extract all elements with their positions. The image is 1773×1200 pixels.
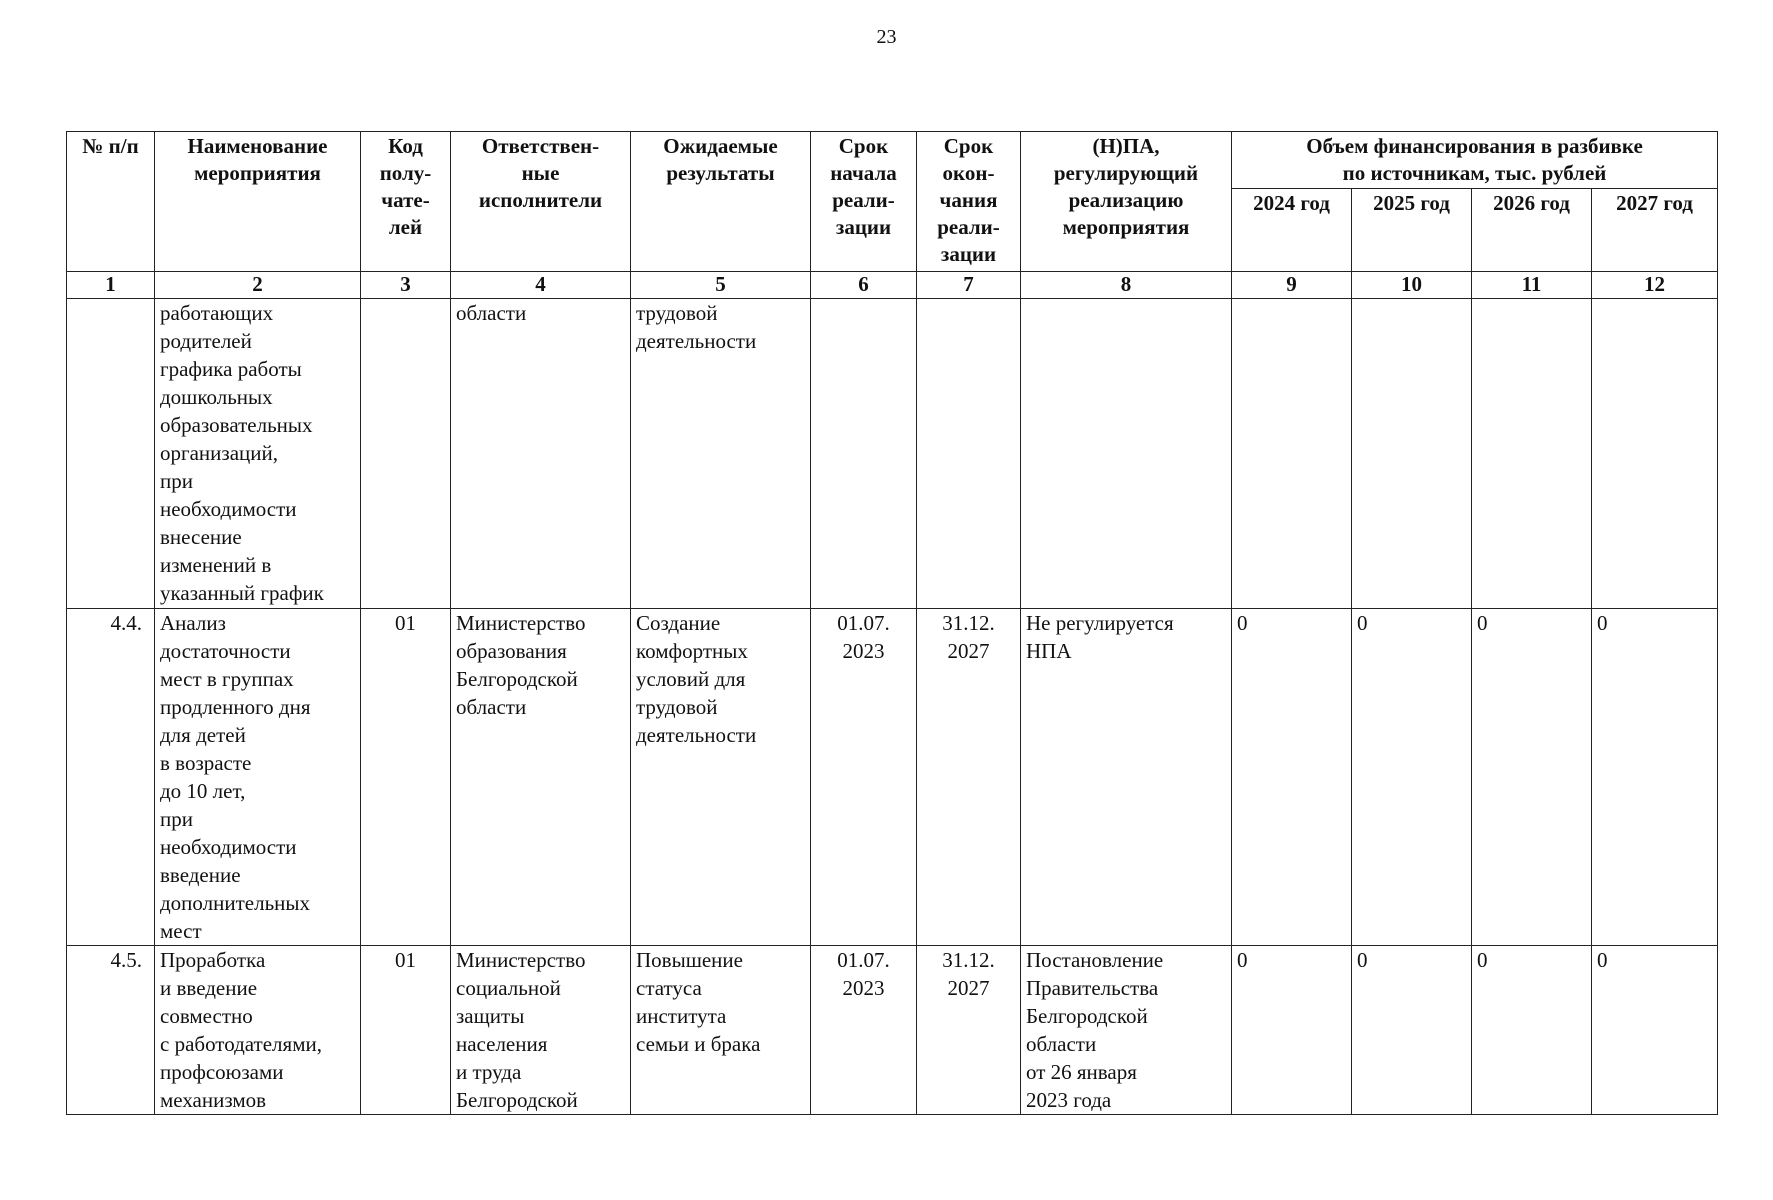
row-executors: области — [451, 299, 631, 609]
header-year-2027: 2027 год — [1592, 189, 1718, 272]
row-2027: 0 — [1592, 609, 1718, 946]
row-2024: 0 — [1232, 946, 1352, 1115]
column-number: 3 — [361, 272, 451, 299]
row-2025 — [1352, 299, 1472, 609]
header-year-2025: 2025 год — [1352, 189, 1472, 272]
row-2026: 0 — [1472, 946, 1592, 1115]
table-row — [67, 609, 1718, 946]
column-number: 8 — [1021, 272, 1232, 299]
row-name: работающих родителей графика работы дошкольных образовательных организаций, при необходимости внесение изменений в указанный график — [155, 299, 361, 609]
row-2025: 0 — [1352, 609, 1472, 946]
row-code — [361, 299, 451, 609]
row-2026: 0 — [1472, 609, 1592, 946]
row-code: 01 — [361, 609, 451, 946]
row-2024 — [1232, 299, 1352, 609]
page-number: 23 — [876, 26, 897, 48]
row-npa: Не регулируется НПА — [1021, 609, 1232, 946]
header-num: № п/п — [67, 132, 155, 272]
column-number: 10 — [1352, 272, 1472, 299]
column-number: 4 — [451, 272, 631, 299]
row-results: Создание комфортных условий для трудовой деятельности — [631, 609, 811, 946]
row-npa: Постановление Правительства Белгородской области от 26 января 2023 года — [1021, 946, 1232, 1115]
header-executors: Ответствен- ные исполнители — [451, 132, 631, 272]
row-npa — [1021, 299, 1232, 609]
row-2026 — [1472, 299, 1592, 609]
column-number: 12 — [1592, 272, 1718, 299]
table-row — [67, 299, 1718, 609]
row-start: 01.07. 2023 — [811, 609, 917, 946]
row-2024: 0 — [1232, 609, 1352, 946]
column-number: 9 — [1232, 272, 1352, 299]
header-year-2026: 2026 год — [1472, 189, 1592, 272]
header-code: Код полу- чате- лей — [361, 132, 451, 272]
row-name: Проработка и введение совместно с работодателями, профсоюзами механизмов — [155, 946, 361, 1115]
header-name: Наименование мероприятия — [155, 132, 361, 272]
header-year-2024: 2024 год — [1232, 189, 1352, 272]
row-name: Анализ достаточности мест в группах продленного дня для детей в возрасте до 10 лет, при необходимости введение дополнительных мест — [155, 609, 361, 946]
row-start: 01.07. 2023 — [811, 946, 917, 1115]
row-num: 4.5. — [67, 946, 155, 1115]
column-number: 6 — [811, 272, 917, 299]
column-number: 7 — [917, 272, 1021, 299]
column-number: 1 — [67, 272, 155, 299]
table-row — [67, 946, 1718, 1115]
header-finance: Объем финансирования в разбивке по источникам, тыс. рублей — [1232, 132, 1718, 189]
row-num: 4.4. — [67, 609, 155, 946]
row-start — [811, 299, 917, 609]
row-2027 — [1592, 299, 1718, 609]
row-results: Повышение статуса института семьи и брака — [631, 946, 811, 1115]
header-npa: (Н)ПА, регулирующий реализацию мероприятия — [1021, 132, 1232, 272]
row-executors: Министерство образования Белгородской области — [451, 609, 631, 946]
column-number: 2 — [155, 272, 361, 299]
row-code: 01 — [361, 946, 451, 1115]
column-number: 5 — [631, 272, 811, 299]
header-row-1 — [67, 132, 1718, 189]
row-executors: Министерство социальной защиты населения и труда Белгородской — [451, 946, 631, 1115]
row-end: 31.12. 2027 — [917, 946, 1021, 1115]
header-end: Срок окон- чания реали- зации — [917, 132, 1021, 272]
row-2027: 0 — [1592, 946, 1718, 1115]
row-results: трудовой деятельности — [631, 299, 811, 609]
header-start: Срок начала реали- зации — [811, 132, 917, 272]
row-num — [67, 299, 155, 609]
header-results: Ожидаемые результаты — [631, 132, 811, 272]
column-number: 11 — [1472, 272, 1592, 299]
measures-table — [66, 131, 1718, 1115]
row-2025: 0 — [1352, 946, 1472, 1115]
row-end — [917, 299, 1021, 609]
row-end: 31.12. 2027 — [917, 609, 1021, 946]
column-number-row — [67, 272, 1718, 299]
